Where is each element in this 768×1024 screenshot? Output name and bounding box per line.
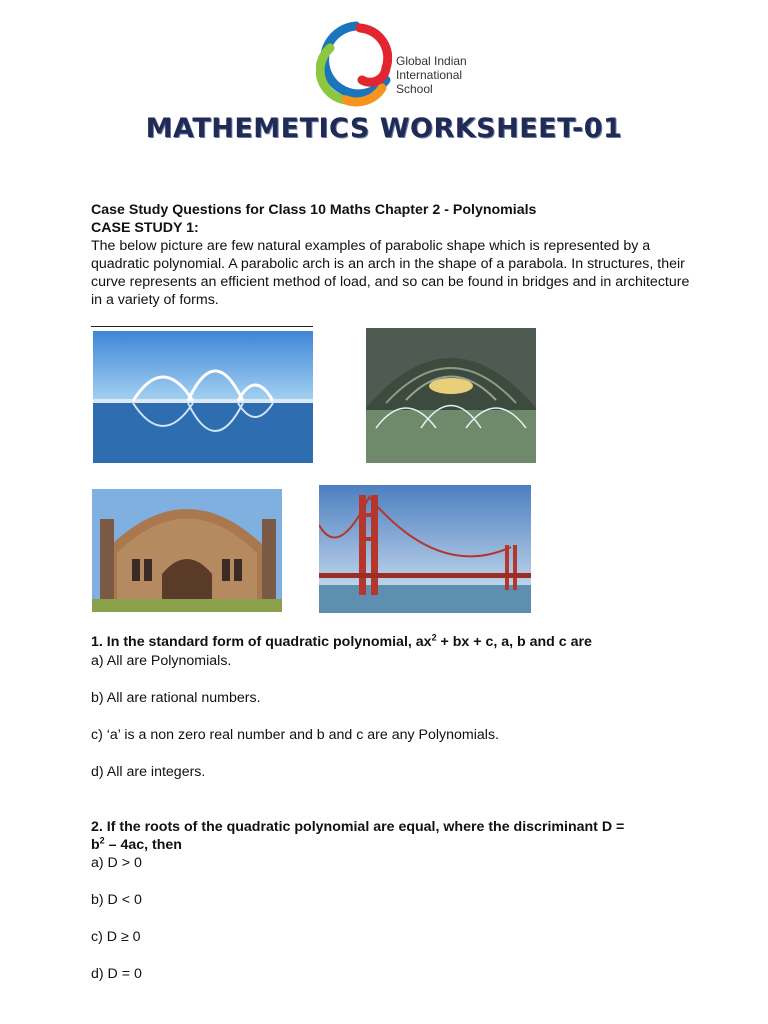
school-name <box>396 54 467 96</box>
question-2-option-a: a) D > 0 <box>91 855 142 871</box>
question-1 <box>91 633 691 651</box>
question-2-option-c: c) D ≥ 0 <box>91 929 141 945</box>
church-arch-photo <box>92 489 282 612</box>
tunnel-fountain-photo <box>366 328 536 463</box>
case-study-section <box>91 201 691 309</box>
case-study-heading: Case Study Questions for Class 10 Maths Chapter 2 - Polynomials <box>91 202 537 218</box>
case-study-paragraph: The below picture are few natural examples of parabolic shape which is represented by a quadratic polynomial. A parabolic arch is an arch in the shape of a parabola. In structures, their curve represents an efficient method of load, and so can be found in bridges and in architecture in a variety of forms. <box>91 238 690 308</box>
arch-bridge-photo <box>93 331 313 463</box>
school-name-line-1: Global Indian <box>396 54 467 68</box>
school-name-line-2: International <box>396 68 463 82</box>
divider-line <box>91 326 313 327</box>
question-2-line-1: 2. If the roots of the quadratic polynomial are equal, where the discriminant D = <box>91 819 625 835</box>
logo-swirl-icon <box>316 18 392 110</box>
question-1-option-b: b) All are rational numbers. <box>91 690 261 706</box>
suspension-bridge-photo <box>319 485 531 613</box>
question-1-option-c: c) ‘a’ is a non zero real number and b and c are any Polynomials. <box>91 727 499 743</box>
school-name-line-3: School <box>396 82 433 96</box>
question-1-option-a: a) All are Polynomials. <box>91 653 232 669</box>
school-logo <box>316 18 476 110</box>
question-1-text: 1. In the standard form of quadratic polynomial, $ax^2$ + bx + c, a, b and c are <box>91 632 592 650</box>
question-2-option-b: b) D < 0 <box>91 892 142 908</box>
worksheet-title: MATHEMETICS WORKSHEET-01 <box>145 113 623 144</box>
question-2-option-d: d) D = 0 <box>91 966 142 982</box>
case-study-label: CASE STUDY 1: <box>91 220 199 236</box>
question-2-line-2: $b^2 - 4ac$, then <box>91 835 182 853</box>
question-2 <box>91 818 691 854</box>
question-1-option-d: d) All are integers. <box>91 764 206 780</box>
